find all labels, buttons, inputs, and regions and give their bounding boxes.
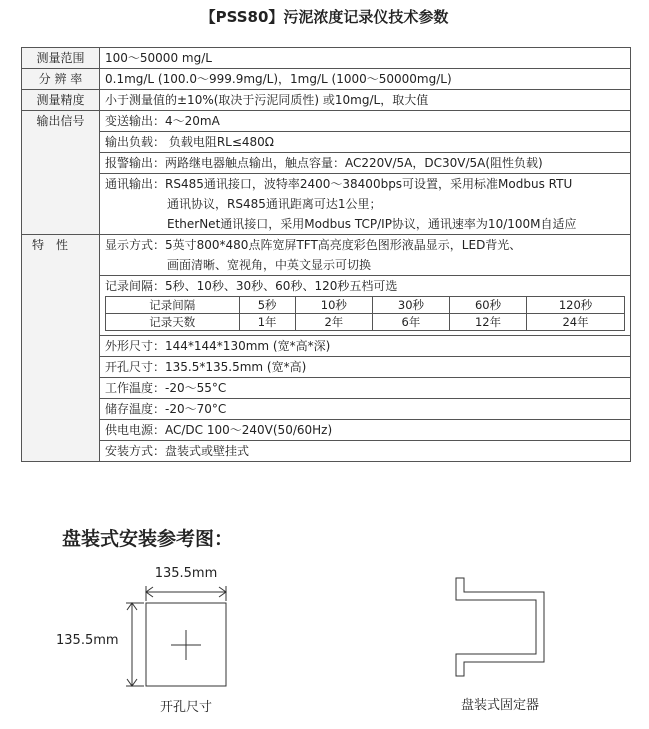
- row-label: 输出信号: [22, 111, 100, 235]
- row-value: 储存温度：-20～70°C: [100, 399, 631, 420]
- mounting-bracket: [456, 578, 544, 676]
- height-label: 135.5mm: [56, 633, 119, 648]
- diagram-heading: 盘装式安装参考图：: [62, 528, 234, 550]
- row-label: 特 性: [22, 235, 100, 462]
- row-value: 外形尺寸：144*144*130mm (宽*高*深): [100, 336, 631, 357]
- row-value: 100～50000 mg/L: [100, 48, 631, 69]
- interval-cell: 5秒: [239, 297, 295, 314]
- comm-line-3: EtherNet通讯接口，采用Modbus TCP/IP协议，通讯速率为10/100M自适应: [167, 217, 577, 231]
- comm-line-1: 通讯输出：RS485通讯接口，波特率2400～38400bps可设置，采用标准Modbus RTU: [105, 177, 573, 191]
- interval-cell: 10秒: [295, 297, 372, 314]
- row-label: 测量范围: [22, 48, 100, 69]
- interval-header: 记录间隔: [106, 297, 240, 314]
- days-cell: 12年: [450, 314, 527, 331]
- comm-line-2: 通讯协议，RS485通讯距离可达1公里；: [167, 197, 382, 211]
- days-cell: 2年: [295, 314, 372, 331]
- display-line-1: 显示方式：5英寸800*480点阵宽屏TFT高亮度彩色图形液晶显示，LED背光、: [105, 238, 522, 252]
- row-value: 变送输出：4～20mA: [100, 111, 631, 132]
- row-value: 报警输出：两路继电器触点输出，触点容量：AC220V/5A，DC30V/5A(阻性负载): [100, 153, 631, 174]
- interval-line: 记录间隔：5秒、10秒、30秒、60秒、120秒五档可选: [105, 279, 398, 293]
- interval-cell: 120秒: [527, 297, 625, 314]
- days-cell: 1年: [239, 314, 295, 331]
- row-value: 安装方式：盘装式或壁挂式: [100, 441, 631, 462]
- row-value: 开孔尺寸：135.5*135.5mm (宽*高): [100, 357, 631, 378]
- days-header: 记录天数: [106, 314, 240, 331]
- days-cell: 6年: [372, 314, 449, 331]
- row-value: 小于测量值的±10%(取决于污泥同质性) 或10mg/L，取大值: [100, 90, 631, 111]
- page-title: 【PSS80】污泥浓度记录仪技术参数: [200, 8, 449, 26]
- display-line-2: 画面清晰、宽视角，中英文显示可切换: [167, 258, 372, 272]
- row-value: 工作温度：-20～55°C: [100, 378, 631, 399]
- cutout-caption: 开孔尺寸: [159, 700, 212, 715]
- interval-cell: 60秒: [450, 297, 527, 314]
- row-value: 0.1mg/L (100.0～999.9mg/L)，1mg/L (1000～50000mg/L): [100, 69, 631, 90]
- row-label: 测量精度: [22, 90, 100, 111]
- days-cell: 24年: [527, 314, 625, 331]
- row-value: 供电电源：AC/DC 100～240V(50/60Hz): [100, 420, 631, 441]
- bracket-caption: 盘装式固定器: [460, 698, 539, 713]
- interval-cell: 30秒: [372, 297, 449, 314]
- row-value: 输出负载： 负载电阻RL≤480Ω: [100, 132, 631, 153]
- width-label: 135.5mm: [154, 566, 218, 581]
- row-label: 分 辨 率: [22, 69, 100, 90]
